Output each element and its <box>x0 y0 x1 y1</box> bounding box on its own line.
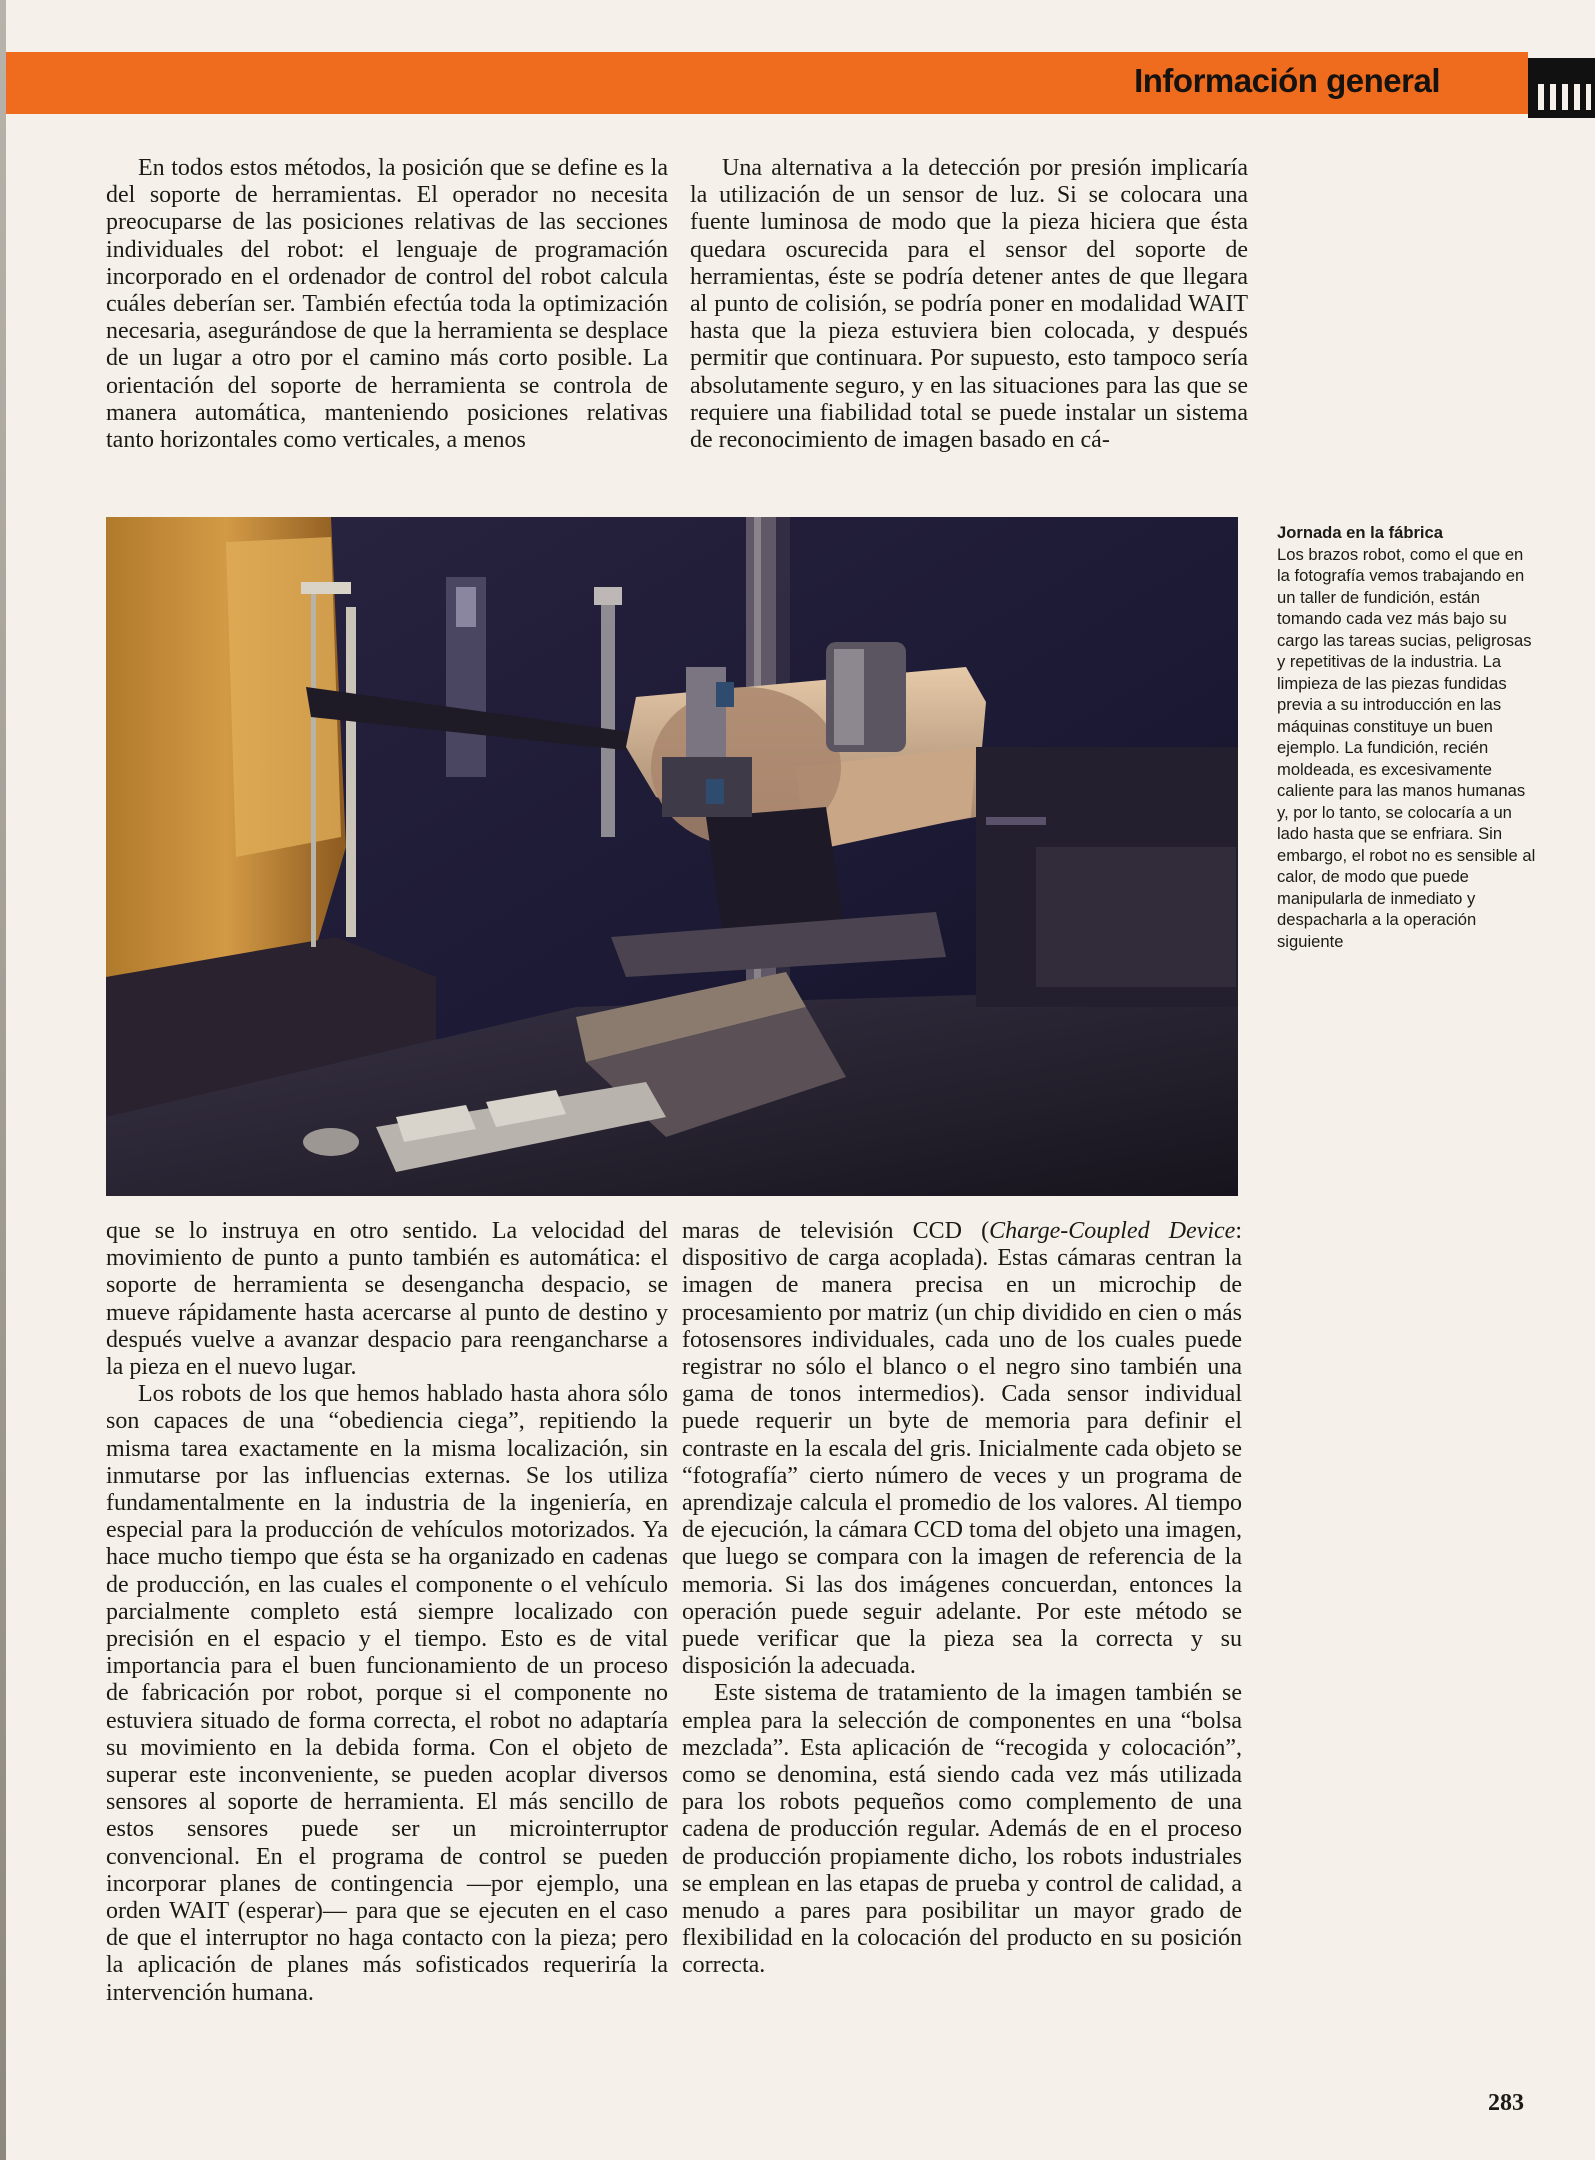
italic-term: Charge-Coupled Device <box>989 1218 1236 1244</box>
article-column-2-bottom <box>682 1218 1242 1980</box>
paragraph: que se lo instruya en otro sentido. La velocidad del movimiento de punto a punto también es automática: el soporte de herramienta se desengancha despacio, se mueve rápidamente hasta acercarse al punto de destino y después vuelve a avanzar despacio para reengancharse a la pieza en el nuevo lugar. <box>106 1218 668 1381</box>
paragraph <box>682 1218 1242 1680</box>
page-edge <box>0 0 6 2160</box>
caption-body: Los brazos robot, como el que en la fotografía vemos trabajando en un taller de fundición, están tomando cada vez más bajo su cargo las tareas sucias, peligrosas y repetitivas de la industria. La limpieza de las piezas fundidas previa a su introducción en las máquinas constituye un buen ejemplo. La fundición, recién moldeada, es excesivamente caliente para las manos humanas y, por lo tanto, se colocaría a un lado hasta que se enfriara. Sin embargo, el robot no es sensible al calor, de modo que puede manipularla de inmediato y despacharla a la operación siguiente <box>1277 544 1536 951</box>
paragraph: En todos estos métodos, la posición que se define es la del soporte de herramientas. El operador no necesita preocuparse de las posiciones relativas de las secciones individuales del robot: el lenguaje de programación incorporado en el ordenador de control del robot calcula cuáles deberían ser. También efectúa toda la optimización necesaria, asegurándose de que la herramienta se desplace de un lugar a otro por el camino más corto posible. La orientación del soporte de herramienta se controla de manera automática, manteniendo posiciones relativas tanto horizontales como verticales, a menos <box>106 155 668 454</box>
section-title: Información general <box>1134 62 1440 99</box>
article-column-1-top <box>106 155 668 454</box>
paragraph: Los robots de los que hemos hablado hasta ahora sólo son capaces de una “obediencia ciega”, repitiendo la misma tarea exactamente en la misma localización, sin inmutarse por las influencias externas. Se los utiliza fundamentalmente en la industria de la ingeniería, en especial para la producción de vehículos motorizados. Ya hace mucho tiempo que ésta se ha organizado en cadenas de producción, en las cuales el componente o el vehículo parcialmente completo está siempre localizado con precisión en el espacio y el tiempo. Esto es de vital importancia para el buen funcionamiento de un proceso de fabricación por robot, porque si el componente no estuviera situado de forma correcta, el robot no adaptaría su movimiento en la debida forma. Con el objeto de superar este inconveniente, se pueden acoplar diversos sensores al soporte de herramienta. El más sencillo de estos sensores puede ser un microinterruptor convencional. En el programa de control se pueden incorporar planes de contingencia —por ejemplo, una orden WAIT (esperar)— para que se ejecuten en el caso de que el interruptor no haga contacto con la pieza; pero la aplicación de planes más sofisticados requeriría la intervención humana. <box>106 1381 668 2006</box>
section-header-band <box>6 52 1528 114</box>
paragraph: Este sistema de tratamiento de la imagen también se emplea para la selección de componentes en una “bolsa mezclada”. Esta aplicación de “recogida y colocación”, como se denomina, está siendo cada vez más utilizada para los robots pequeños como complemento de una cadena de producción regular. Además de en el proceso de producción propiamente dicho, los robots industriales se emplean en las etapas de prueba y control de calidad, a menudo a pares para posibilitar un mayor grado de flexibilidad en la colocación del producto en su posición correcta. <box>682 1680 1242 1979</box>
page-number: 283 <box>1488 2090 1524 2116</box>
paragraph: Una alternativa a la detección por presión implicaría la utilización de un sensor de luz. Si se colocara una fuente luminosa de modo que la pieza hiciera que ésta quedara oscurecida para el sensor del soporte de herramientas, éste se podría detener antes de que llegara al punto de colisión, se podría poner en modalidad WAIT hasta que la pieza estuviera bien colocada, y después permitir que continuara. Por supuesto, esto tampoco sería absolutamente seguro, y en las situaciones para las que se requiere una fiabilidad total se puede instalar un sistema de reconocimiento de imagen basado en cá- <box>690 155 1248 454</box>
photo-caption <box>1277 522 1539 952</box>
text-run: maras de televisión CCD ( <box>682 1218 990 1244</box>
caption-title: Jornada en la fábrica <box>1277 523 1444 542</box>
text-run: : dispositivo de carga acoplada). Estas cámaras centran la imagen de manera precisa en un microchip de procesamiento por matriz (un chip dividido en cien o más fotosensores individuales, cada uno de los cuales puede registrar no sólo el blanco o el negro sino también una gama de tonos intermedios). Cada sensor individual puede requerir un byte de memoria para definir el contraste en la escala del gris. Inicialmente cada objeto se “fotografía” cierto número de veces y un programa de aprendizaje calcula el promedio de los valores. Al tiempo de ejecución, la cámara CCD toma del objeto una imagen, que luego se compara con la imagen de referencia de la memoria. Si las dos imágenes concuerdan, entonces la operación puede seguir adelante. Por este método se puede verificar que la pieza sea la correcta y su disposición la adecuada. <box>682 1218 1242 1680</box>
article-column-2-top <box>690 155 1248 454</box>
section-logo-icon <box>1528 58 1595 118</box>
article-column-1-bottom <box>106 1218 668 2007</box>
factory-robot-photo <box>106 517 1238 1196</box>
